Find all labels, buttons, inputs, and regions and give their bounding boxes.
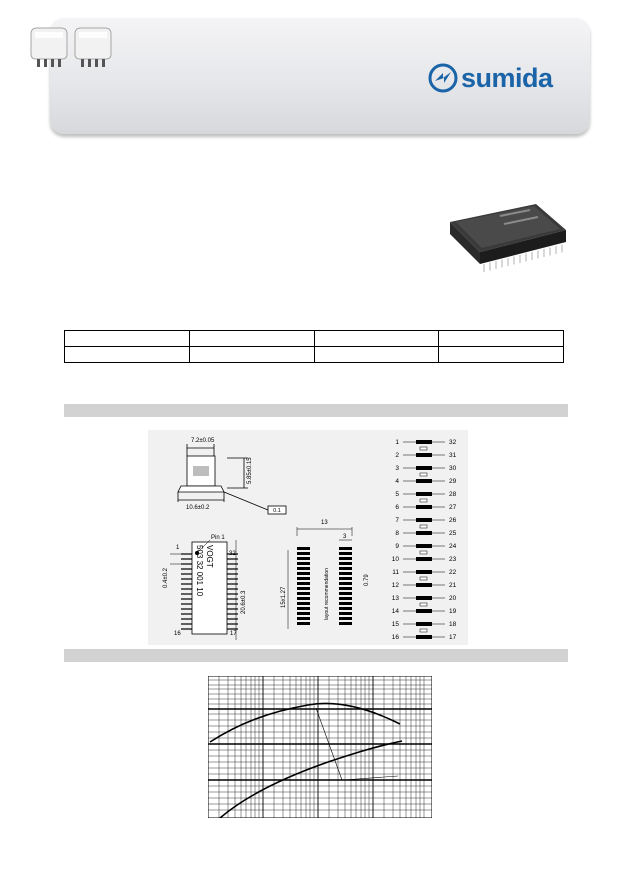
product-photo (440, 196, 570, 276)
section-bar-characteristics (64, 649, 568, 662)
pad-length: 3 (343, 534, 347, 540)
schematic-pin-left: 2 (395, 452, 399, 459)
characteristic-curve-chart (208, 676, 432, 818)
schematic-pin-left: 16 (391, 634, 399, 641)
schematic-pin-left: 5 (395, 491, 399, 498)
chip-thumbnail-1 (31, 28, 67, 67)
schematic-pin-right: 22 (449, 569, 457, 576)
dimension-drawing (148, 430, 468, 645)
sumida-logo-icon (428, 63, 458, 93)
marking-line-2: 503 32 001 10 (195, 545, 204, 597)
schematic-pin-left: 10 (391, 556, 399, 563)
dim-width-top: 7.2±0.05 (191, 438, 215, 444)
schematic-pin-right: 19 (449, 608, 457, 615)
schematic-pin-left: 12 (391, 582, 399, 589)
table-row (65, 347, 564, 363)
dim-width-body: 10.6±0.2 (186, 505, 210, 511)
schematic-pin-right: 17 (449, 634, 457, 641)
schematic-pin-right: 21 (449, 582, 457, 589)
schematic-pin-right: 28 (449, 491, 457, 498)
marking-line-1: VOGT (205, 545, 214, 568)
body-length: 20.6±0.3 (241, 590, 247, 614)
layout-recommendation-label: layout recommendation (324, 568, 330, 620)
schematic-pin-left: 1 (395, 439, 399, 446)
schematic-pin-left: 14 (391, 608, 399, 615)
schematic-pin-left: 11 (392, 569, 399, 576)
schematic-pin-right: 23 (449, 556, 457, 563)
schematic-pin-left: 7 (395, 517, 399, 524)
pad-width: 0.79 (364, 574, 370, 586)
spec-table (64, 330, 564, 363)
schematic-pin-right: 27 (449, 504, 457, 511)
schematic-pin-left: 15 (391, 621, 399, 628)
table-row (65, 331, 564, 347)
section-bar-dimensions (64, 404, 568, 417)
schematic-pin-left: 4 (395, 478, 399, 485)
table-cell (65, 331, 190, 347)
sumida-logo (428, 62, 578, 94)
schematic-pin-right: 25 (449, 530, 457, 537)
brand-name: sumida (461, 63, 553, 93)
schematic-pin-right: 26 (449, 517, 457, 524)
schematic-pin-left: 9 (395, 543, 399, 550)
table-cell (314, 331, 439, 347)
pin-left-top: 1 (176, 545, 180, 551)
footprint-width: 13 (321, 520, 328, 526)
schematic-pin-left: 6 (395, 504, 399, 511)
schematic-pin-left: 13 (391, 595, 399, 602)
product-thumbnail-icons (25, 24, 125, 72)
schematic-pin-right: 31 (449, 452, 457, 459)
pin-right-bottom: 17 (230, 631, 237, 637)
schematic-pin-right: 32 (449, 439, 457, 446)
flatness-value: 0.1 (273, 508, 281, 514)
schematic-pin-right: 20 (449, 595, 457, 602)
pitch-label: 15x1.27 (281, 586, 287, 608)
pin-right-top: 32 (229, 551, 236, 557)
schematic-pin-right: 18 (449, 621, 457, 628)
table-cell (439, 347, 564, 363)
schematic-pin-right: 30 (449, 465, 457, 472)
chip-thumbnail-2 (75, 28, 111, 67)
schematic-pin-right: 29 (449, 478, 457, 485)
pin-left-bottom: 16 (174, 631, 181, 637)
table-cell (314, 347, 439, 363)
table-cell (439, 331, 564, 347)
table-cell (189, 331, 314, 347)
lead-width: 0.4±0.2 (163, 568, 169, 588)
table-cell (189, 347, 314, 363)
pin1-label: Pin 1 (211, 535, 225, 541)
schematic-pin-left: 8 (395, 530, 399, 537)
schematic-pin-right: 24 (449, 543, 457, 550)
schematic-pin-left: 3 (395, 465, 399, 472)
table-cell (65, 347, 190, 363)
dim-height: 5.85±0.15 (247, 457, 253, 484)
